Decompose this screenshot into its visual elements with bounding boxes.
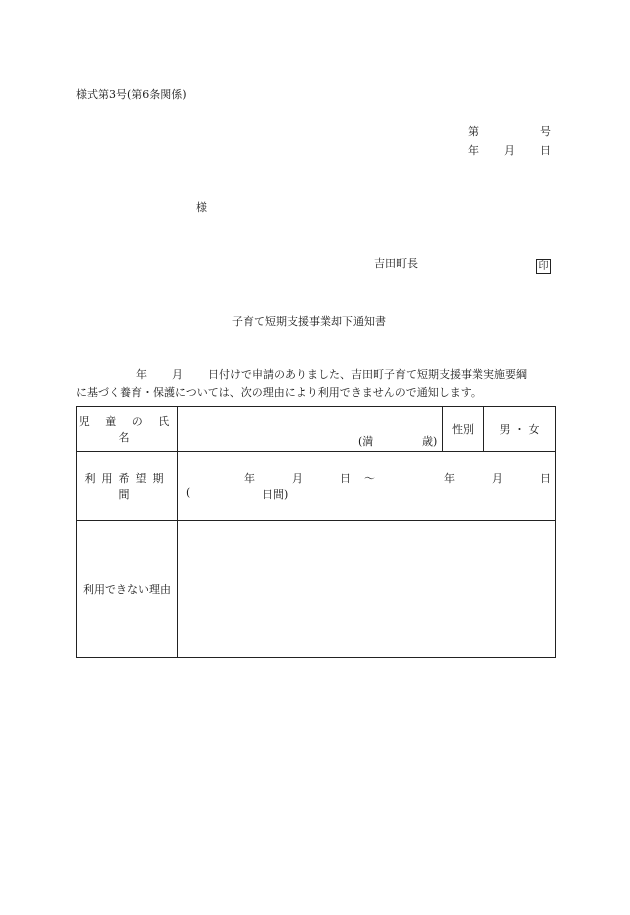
child-name-cell (178, 407, 443, 452)
period-start-year: 年 (244, 472, 255, 485)
addressee-suffix: 様 (196, 201, 207, 214)
seal-mark (536, 254, 551, 274)
child-name-label-cell (77, 407, 178, 452)
body-month: 月 (172, 368, 183, 381)
seal-char: 印 (536, 259, 551, 274)
child-name-row (77, 407, 556, 452)
body-year: 年 (136, 368, 147, 381)
reason-cell (178, 521, 556, 658)
body-line1: 日付けで申請のありました、吉田町子育て短期支援事業実施要綱 (208, 368, 527, 381)
child-name-label: 児 童 の 氏 名 (78, 415, 176, 444)
date-day: 日 (540, 144, 551, 157)
period-days-close: 日間) (262, 488, 289, 501)
period-end-year: 年 (444, 472, 455, 485)
reason-label-cell (77, 521, 178, 658)
date-year: 年 (468, 144, 479, 157)
period-end-month: 月 (492, 472, 503, 485)
period-start-day: 日 (340, 472, 351, 485)
reason-label: 利用できない理由 (83, 583, 171, 596)
reason-row (77, 521, 556, 658)
period-label: 利用希望期間 (84, 472, 170, 501)
period-row (77, 452, 556, 521)
age-open: (満 (358, 435, 374, 448)
doc-number-suffix: 号 (540, 125, 551, 138)
age-close: 歳) (422, 435, 438, 448)
doc-number-prefix: 第 (468, 125, 479, 138)
gender-options-cell (484, 407, 556, 452)
period-label-cell (77, 452, 178, 521)
gender-options: 男 ・ 女 (499, 423, 540, 436)
gender-label-cell (443, 407, 484, 452)
gender-label: 性別 (452, 423, 474, 436)
period-days-open: ( (186, 486, 191, 499)
period-cell (178, 452, 556, 521)
form-number: 様式第3号(第6条関係) (76, 88, 187, 101)
document-title: 子育て短期支援事業却下通知書 (232, 315, 386, 328)
period-tilde: 〜 (364, 472, 375, 485)
body-line2: に基づく養育・保護については、次の理由により利用できませんので通知します。 (76, 386, 482, 399)
date-month: 月 (504, 144, 515, 157)
notice-table (76, 406, 556, 658)
period-end-day: 日 (540, 472, 551, 485)
issuer: 吉田町長 (374, 257, 418, 270)
period-start-month: 月 (292, 472, 303, 485)
